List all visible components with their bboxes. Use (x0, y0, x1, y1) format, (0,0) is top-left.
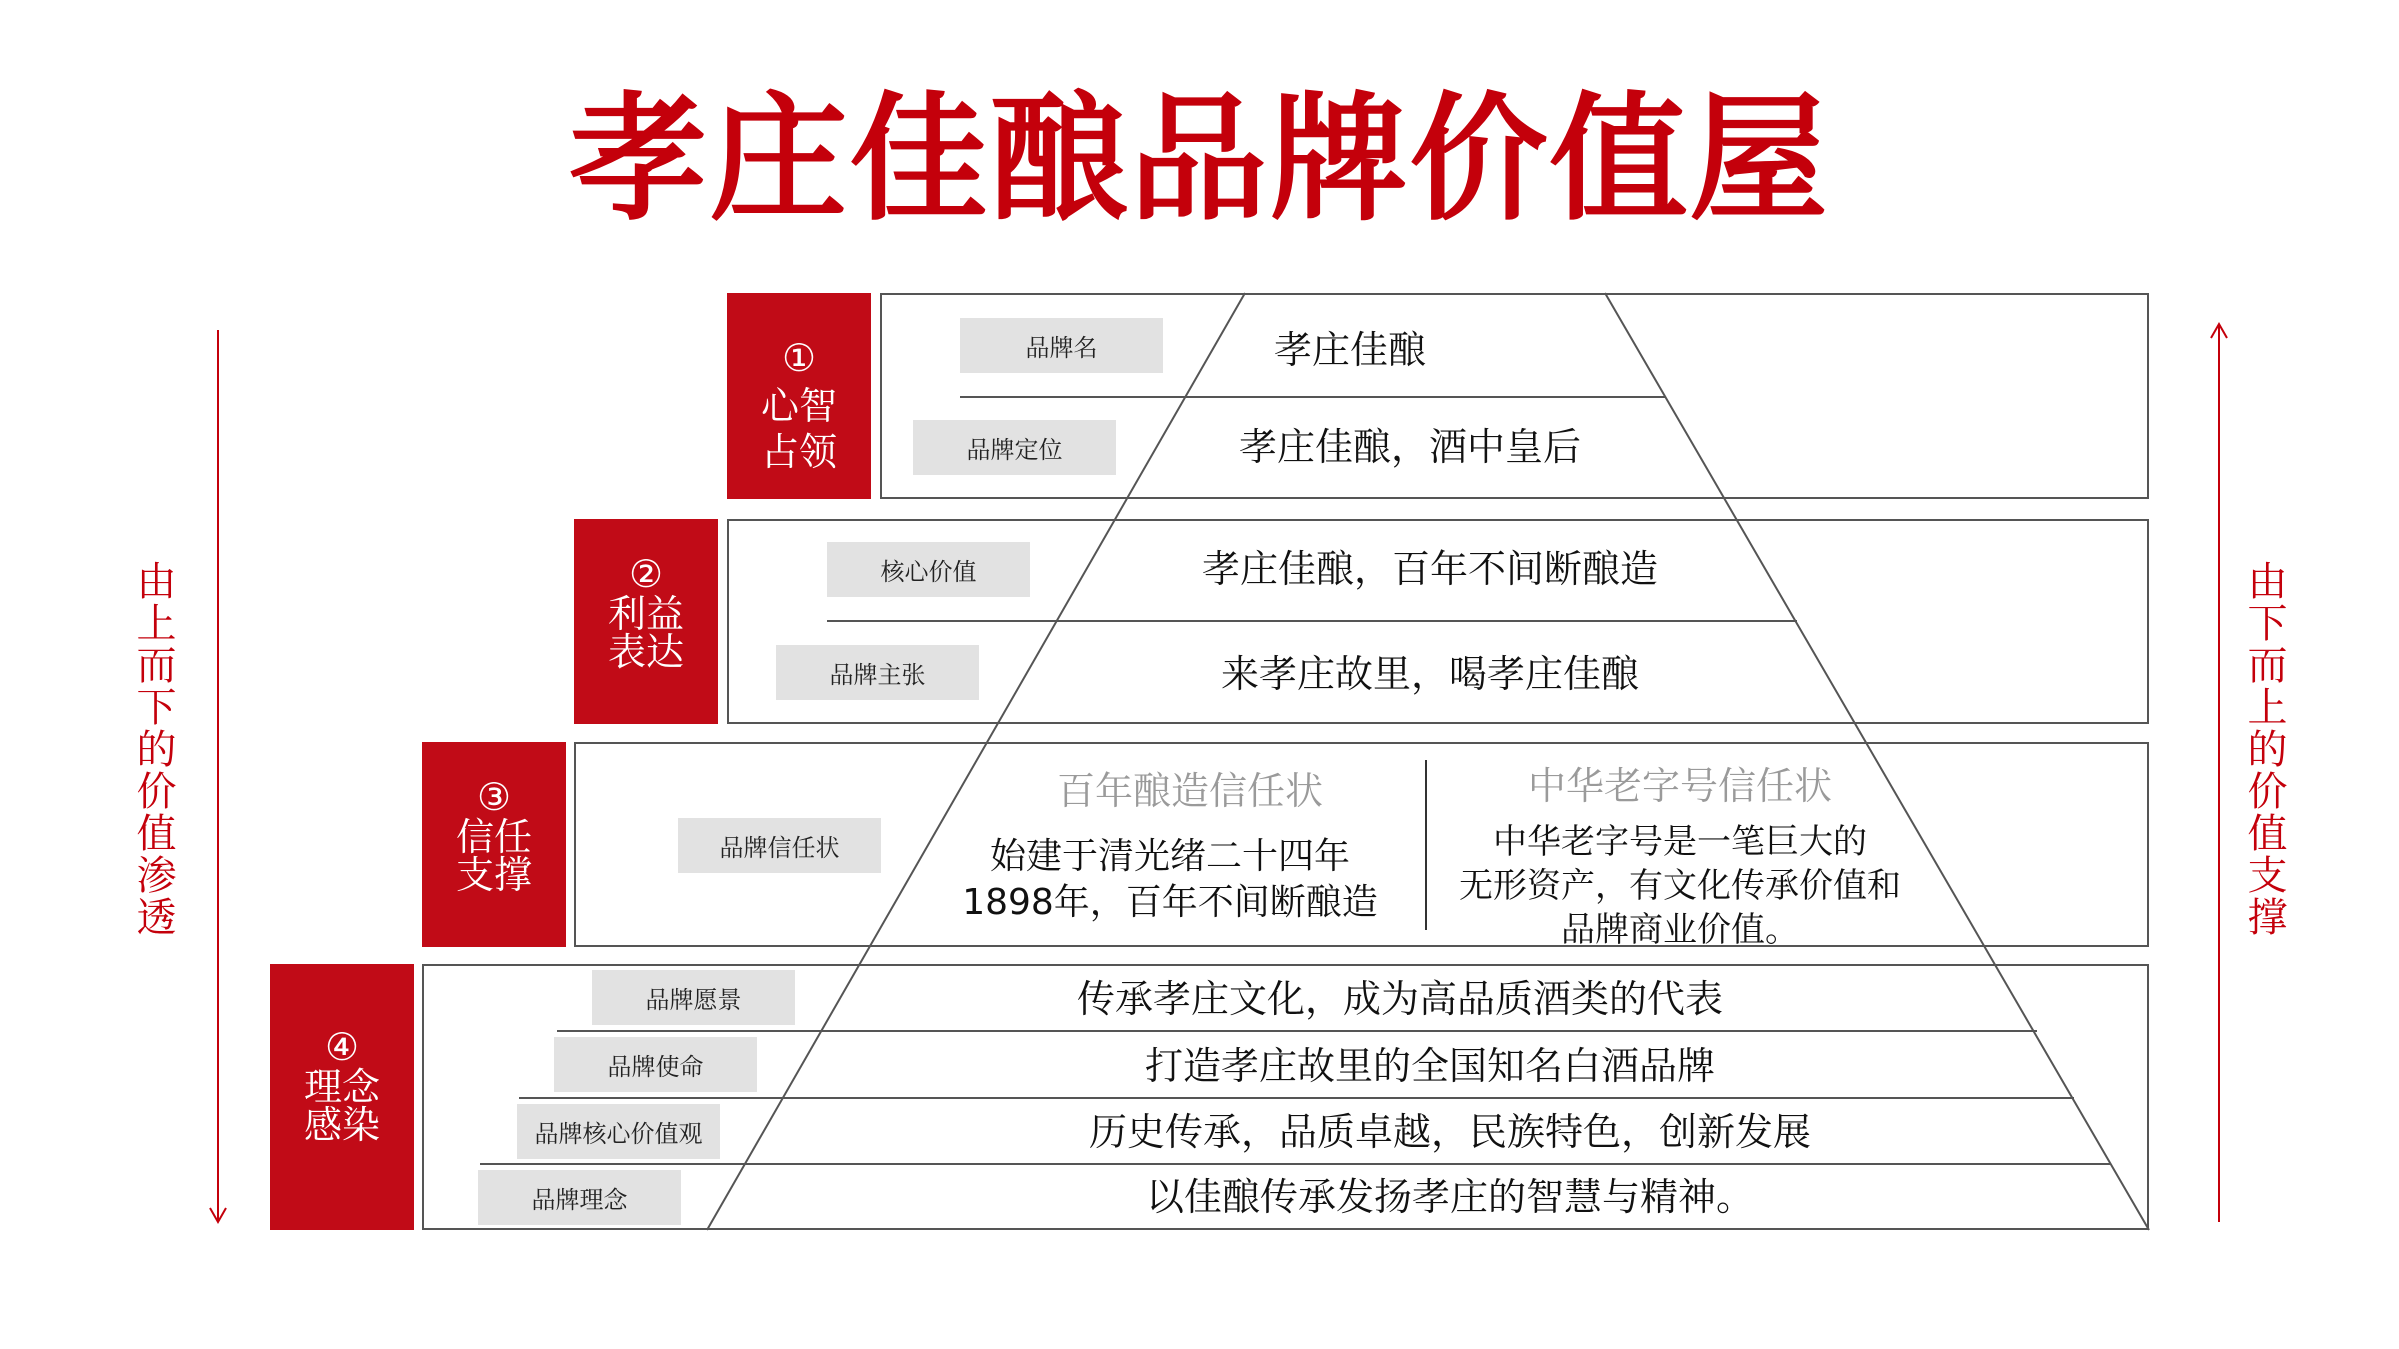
tier1-badge-line2: 占领 (760, 430, 837, 474)
page-title: 孝庄佳酿品牌价值屋 (569, 79, 1830, 240)
tier1-badge-num: ① (781, 336, 817, 380)
tier1-badge-line1: 心智 (760, 384, 837, 428)
trust-left-line2: 1898年，百年不间断酿造 (962, 882, 1378, 923)
label-brand-core-values: 品牌核心价值观 (517, 1104, 720, 1159)
value-brand-proposition: 来孝庄故里，喝孝庄佳酿 (1220, 652, 1639, 696)
value-core-value: 孝庄佳酿，百年不间断酿造 (1201, 547, 1658, 591)
trust-right-title: 中华老字号信任状 (1527, 764, 1832, 808)
label-brand-philosophy: 品牌理念 (478, 1170, 681, 1225)
label-core-value: 核心价值 (827, 542, 1030, 597)
tier4-badge-line1: 理念 (303, 1065, 380, 1109)
tier2-badge-num: ② (628, 552, 664, 596)
pyramid-left-edge (707, 293, 1245, 1230)
label-brand-vision: 品牌愿景 (592, 970, 795, 1025)
pyramid-right-edge (1605, 293, 2149, 1230)
tier4-badge-line2: 感染 (303, 1103, 380, 1147)
tier3-badge-line2: 支撑 (455, 853, 532, 897)
trust-right-line1: 中华老字号是一笔巨大的 (1493, 822, 1867, 862)
value-brand-positioning: 孝庄佳酿，酒中皇后 (1238, 425, 1581, 469)
tier3-badge-num: ③ (476, 775, 512, 819)
side-label-right: 由下而上的价值支撑 (2241, 560, 2287, 938)
trust-left-title: 百年酿造信任状 (1056, 769, 1323, 813)
value-brand-vision: 传承孝庄文化，成为高品质酒类的代表 (1076, 977, 1723, 1021)
tier2-badge-line2: 表达 (607, 630, 684, 674)
value-brand-mission: 打造孝庄故里的全国知名白酒品牌 (1144, 1044, 1715, 1088)
label-brand-positioning: 品牌定位 (913, 420, 1116, 475)
trust-right-line2: 无形资产，有文化传承价值和 (1459, 866, 1901, 906)
label-brand-mission: 品牌使命 (554, 1037, 757, 1092)
side-label-left: 由上而下的价值渗透 (130, 560, 176, 938)
trust-right-line3: 品牌商业价值。 (1561, 910, 1799, 950)
label-brand-name: 品牌名 (960, 318, 1163, 373)
value-brand-name: 孝庄佳酿 (1273, 328, 1426, 372)
label-brand-proposition: 品牌主张 (776, 645, 979, 700)
label-brand-trust: 品牌信任状 (678, 818, 881, 873)
tier3-badge-line1: 信任 (455, 815, 532, 859)
value-brand-core-values: 历史传承，品质卓越，民族特色，创新发展 (1088, 1110, 1811, 1154)
tier4-badge-num: ④ (324, 1025, 360, 1069)
tier2-badge-line1: 利益 (607, 592, 684, 636)
trust-left-line1: 始建于清光绪二十四年 (989, 836, 1350, 877)
value-brand-philosophy: 以佳酿传承发扬孝庄的智慧与精神。 (1145, 1175, 1754, 1219)
